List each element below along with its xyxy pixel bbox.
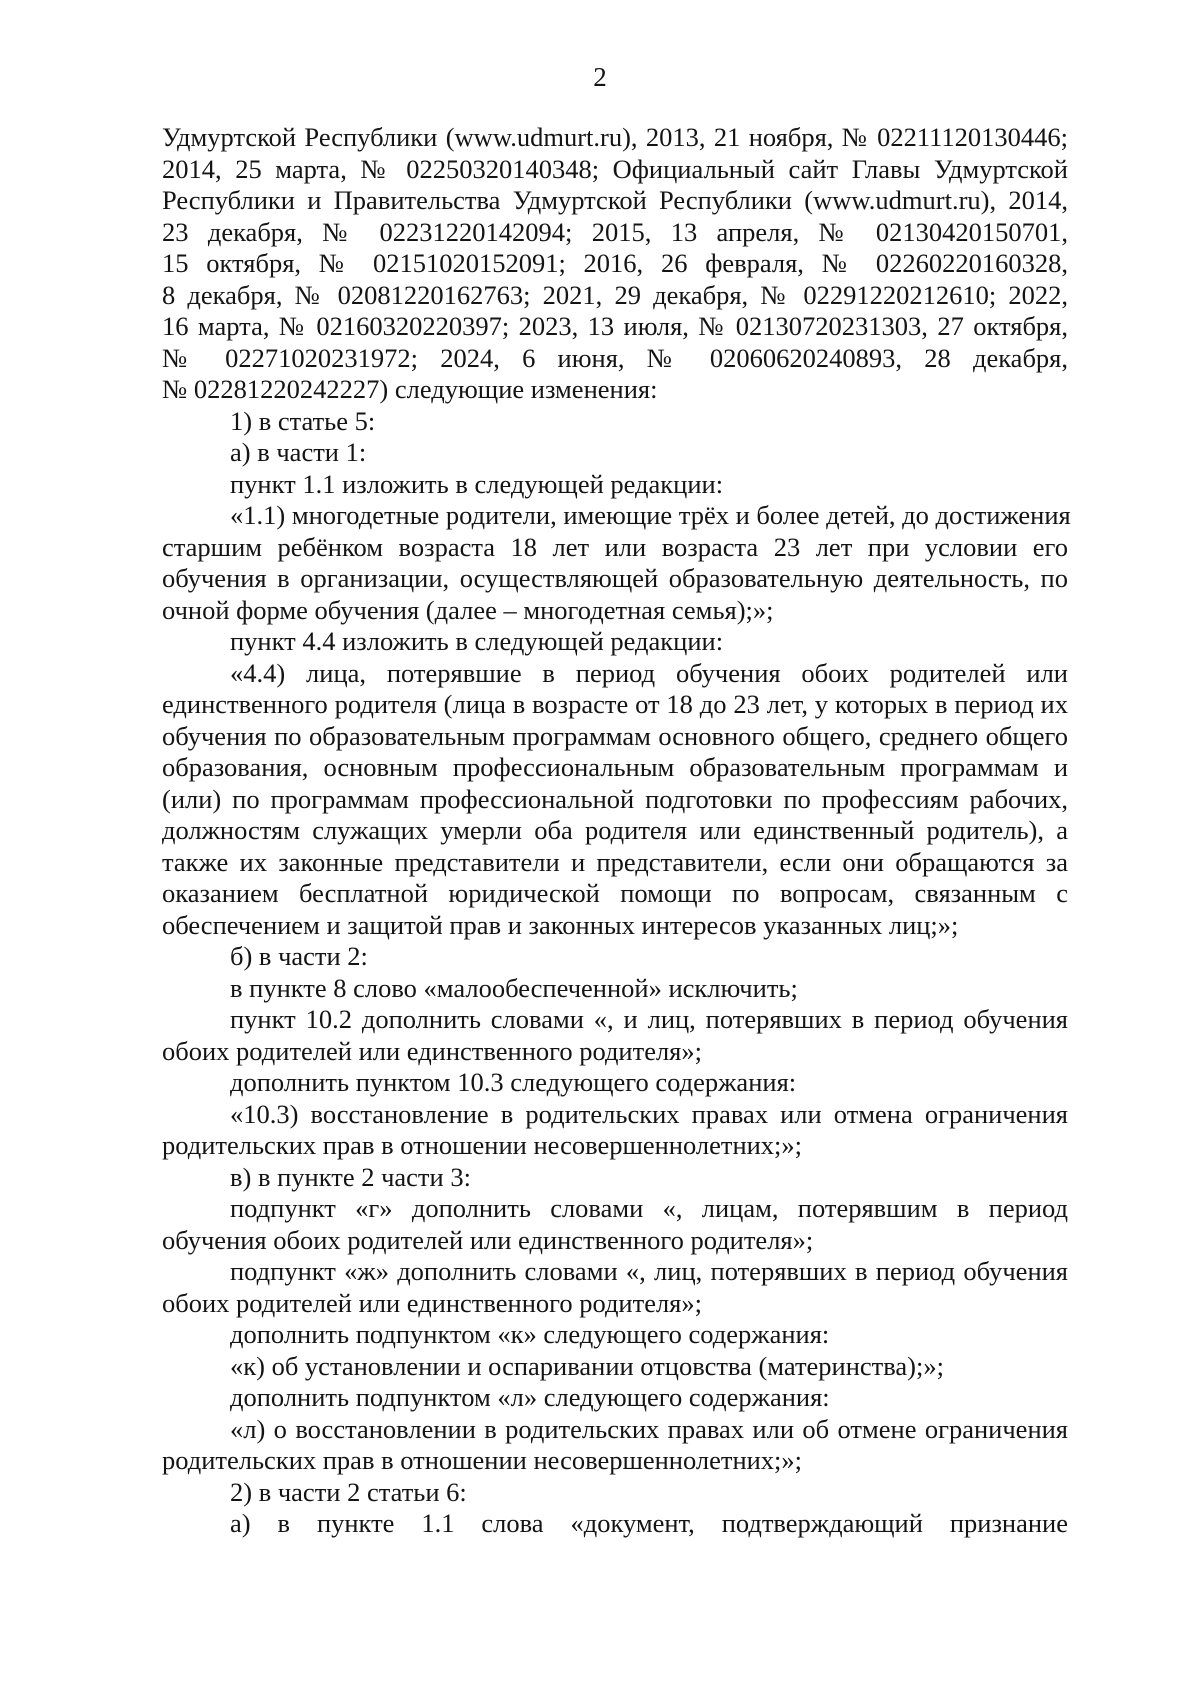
text-line: в) в пункте 2 части 3: <box>230 1161 471 1192</box>
text-line: 16 марта, № 02160320220397; 2023, 13 июля, № 02130720231303, 27 октября, <box>162 311 1068 341</box>
text-line: также их законные представители и представители, если они обращаются за <box>162 846 1068 877</box>
text-line: обучения обоих родителей или единственного родителя»; <box>162 1224 814 1255</box>
text-line: а) в части 1: <box>230 437 367 467</box>
text-line: пункт 4.4 изложить в следующей редакции: <box>230 626 724 656</box>
text-line: 2014, 25 марта, № 02250320140348; Официальный сайт Главы Удмуртской <box>162 153 1068 184</box>
text-line: обоих родителей или единственного родителя»; <box>162 1035 702 1066</box>
text-line: очной форме обучения (далее – многодетная семья);»; <box>162 594 774 625</box>
text-line: дополнить подпунктом «л» следующего содержания: <box>230 1382 830 1412</box>
text-line: обучения по образовательным программам основного общего, среднего общего <box>162 720 1068 751</box>
text-line: дополнить подпунктом «к» следующего содержания: <box>230 1319 830 1349</box>
text-line: пункт 1.1 изложить в следующей редакции: <box>230 468 724 499</box>
text-line: родительских прав в отношении несовершеннолетних;»; <box>162 1130 803 1160</box>
text-line: «к) об установлении и оспаривании отцовства (материнства);»; <box>230 1350 944 1381</box>
text-line: родительских прав в отношении несовершеннолетних;»; <box>162 1445 803 1475</box>
text-line: 8 декабря, № 02081220162763; 2021, 29 декабря, № 02291220212610; 2022, <box>162 279 1068 310</box>
text-line: 1) в статье 5: <box>230 405 376 436</box>
text-line: «10.3) восстановление в родительских правах или отмена ограничения <box>230 1098 1068 1129</box>
text-line: дополнить пунктом 10.3 следующего содержания: <box>230 1067 797 1097</box>
text-line: 2) в части 2 статьи 6: <box>230 1476 467 1507</box>
text-line: «1.1) многодетные родители, имеющие трёх и более детей, до достижения <box>230 500 1071 530</box>
document-body <box>162 122 1071 1540</box>
text-line: старшим ребёнком возраста 18 лет или возраста 23 лет при условии его <box>162 531 1068 562</box>
text-line: обеспечением и защитой прав и законных интересов указанных лиц;»; <box>162 909 959 940</box>
page-number: 2 <box>593 62 607 92</box>
text-line: «л) о восстановлении в родительских правах или об отмене ограничения <box>230 1413 1068 1444</box>
text-line: в пункте 8 слово «малообеспеченной» исключить; <box>230 972 798 1003</box>
text-line: обоих родителей или единственного родителя»; <box>162 1287 702 1318</box>
text-line: 23 декабря, № 02231220142094; 2015, 13 апреля, № 02130420150701, <box>162 216 1068 247</box>
text-line: должностям служащих умерли оба родителя или единственный родитель), а <box>162 815 1068 845</box>
text-line: б) в части 2: <box>230 941 368 971</box>
text-line: обучения в организации, осуществляющей образовательную деятельность, по <box>162 563 1068 593</box>
text-line: оказанием бесплатной юридической помощи по вопросам, связанным с <box>162 878 1068 908</box>
text-line: 15 октября, № 02151020152091; 2016, 26 февраля, № 02260220160328, <box>162 248 1068 278</box>
text-line: «4.4) лица, потерявшие в период обучения обоих родителей или <box>230 657 1068 688</box>
text-line: подпункт «г» дополнить словами «, лицам, потерявшим в период <box>230 1193 1068 1223</box>
text-line: подпункт «ж» дополнить словами «, лиц, потерявших в период обучения <box>230 1256 1068 1286</box>
text-line: Республики и Правительства Удмуртской Республики (www.udmurt.ru), 2014, <box>162 185 1068 215</box>
text-line: Удмуртской Республики (www.udmurt.ru), 2013, 21 ноября, № 02211120130446; <box>162 122 1068 152</box>
text-line: № 02271020231972; 2024, 6 июня, № 02060620240893, 28 декабря, <box>162 342 1068 373</box>
text-line: пункт 10.2 дополнить словами «, и лиц, потерявших в период обучения <box>230 1004 1068 1034</box>
text-line: (или) по программам профессиональной подготовки по профессиям рабочих, <box>162 783 1068 814</box>
text-line: № 02281220242227) следующие изменения: <box>162 374 658 404</box>
text-line: единственного родителя (лица в возрасте от 18 до 23 лет, у которых в период их <box>162 689 1068 719</box>
text-line: а) в пункте 1.1 слова «документ, подтверждающий признание <box>230 1508 1068 1538</box>
text-line: образования, основным профессиональным образовательным программам и <box>162 752 1068 782</box>
